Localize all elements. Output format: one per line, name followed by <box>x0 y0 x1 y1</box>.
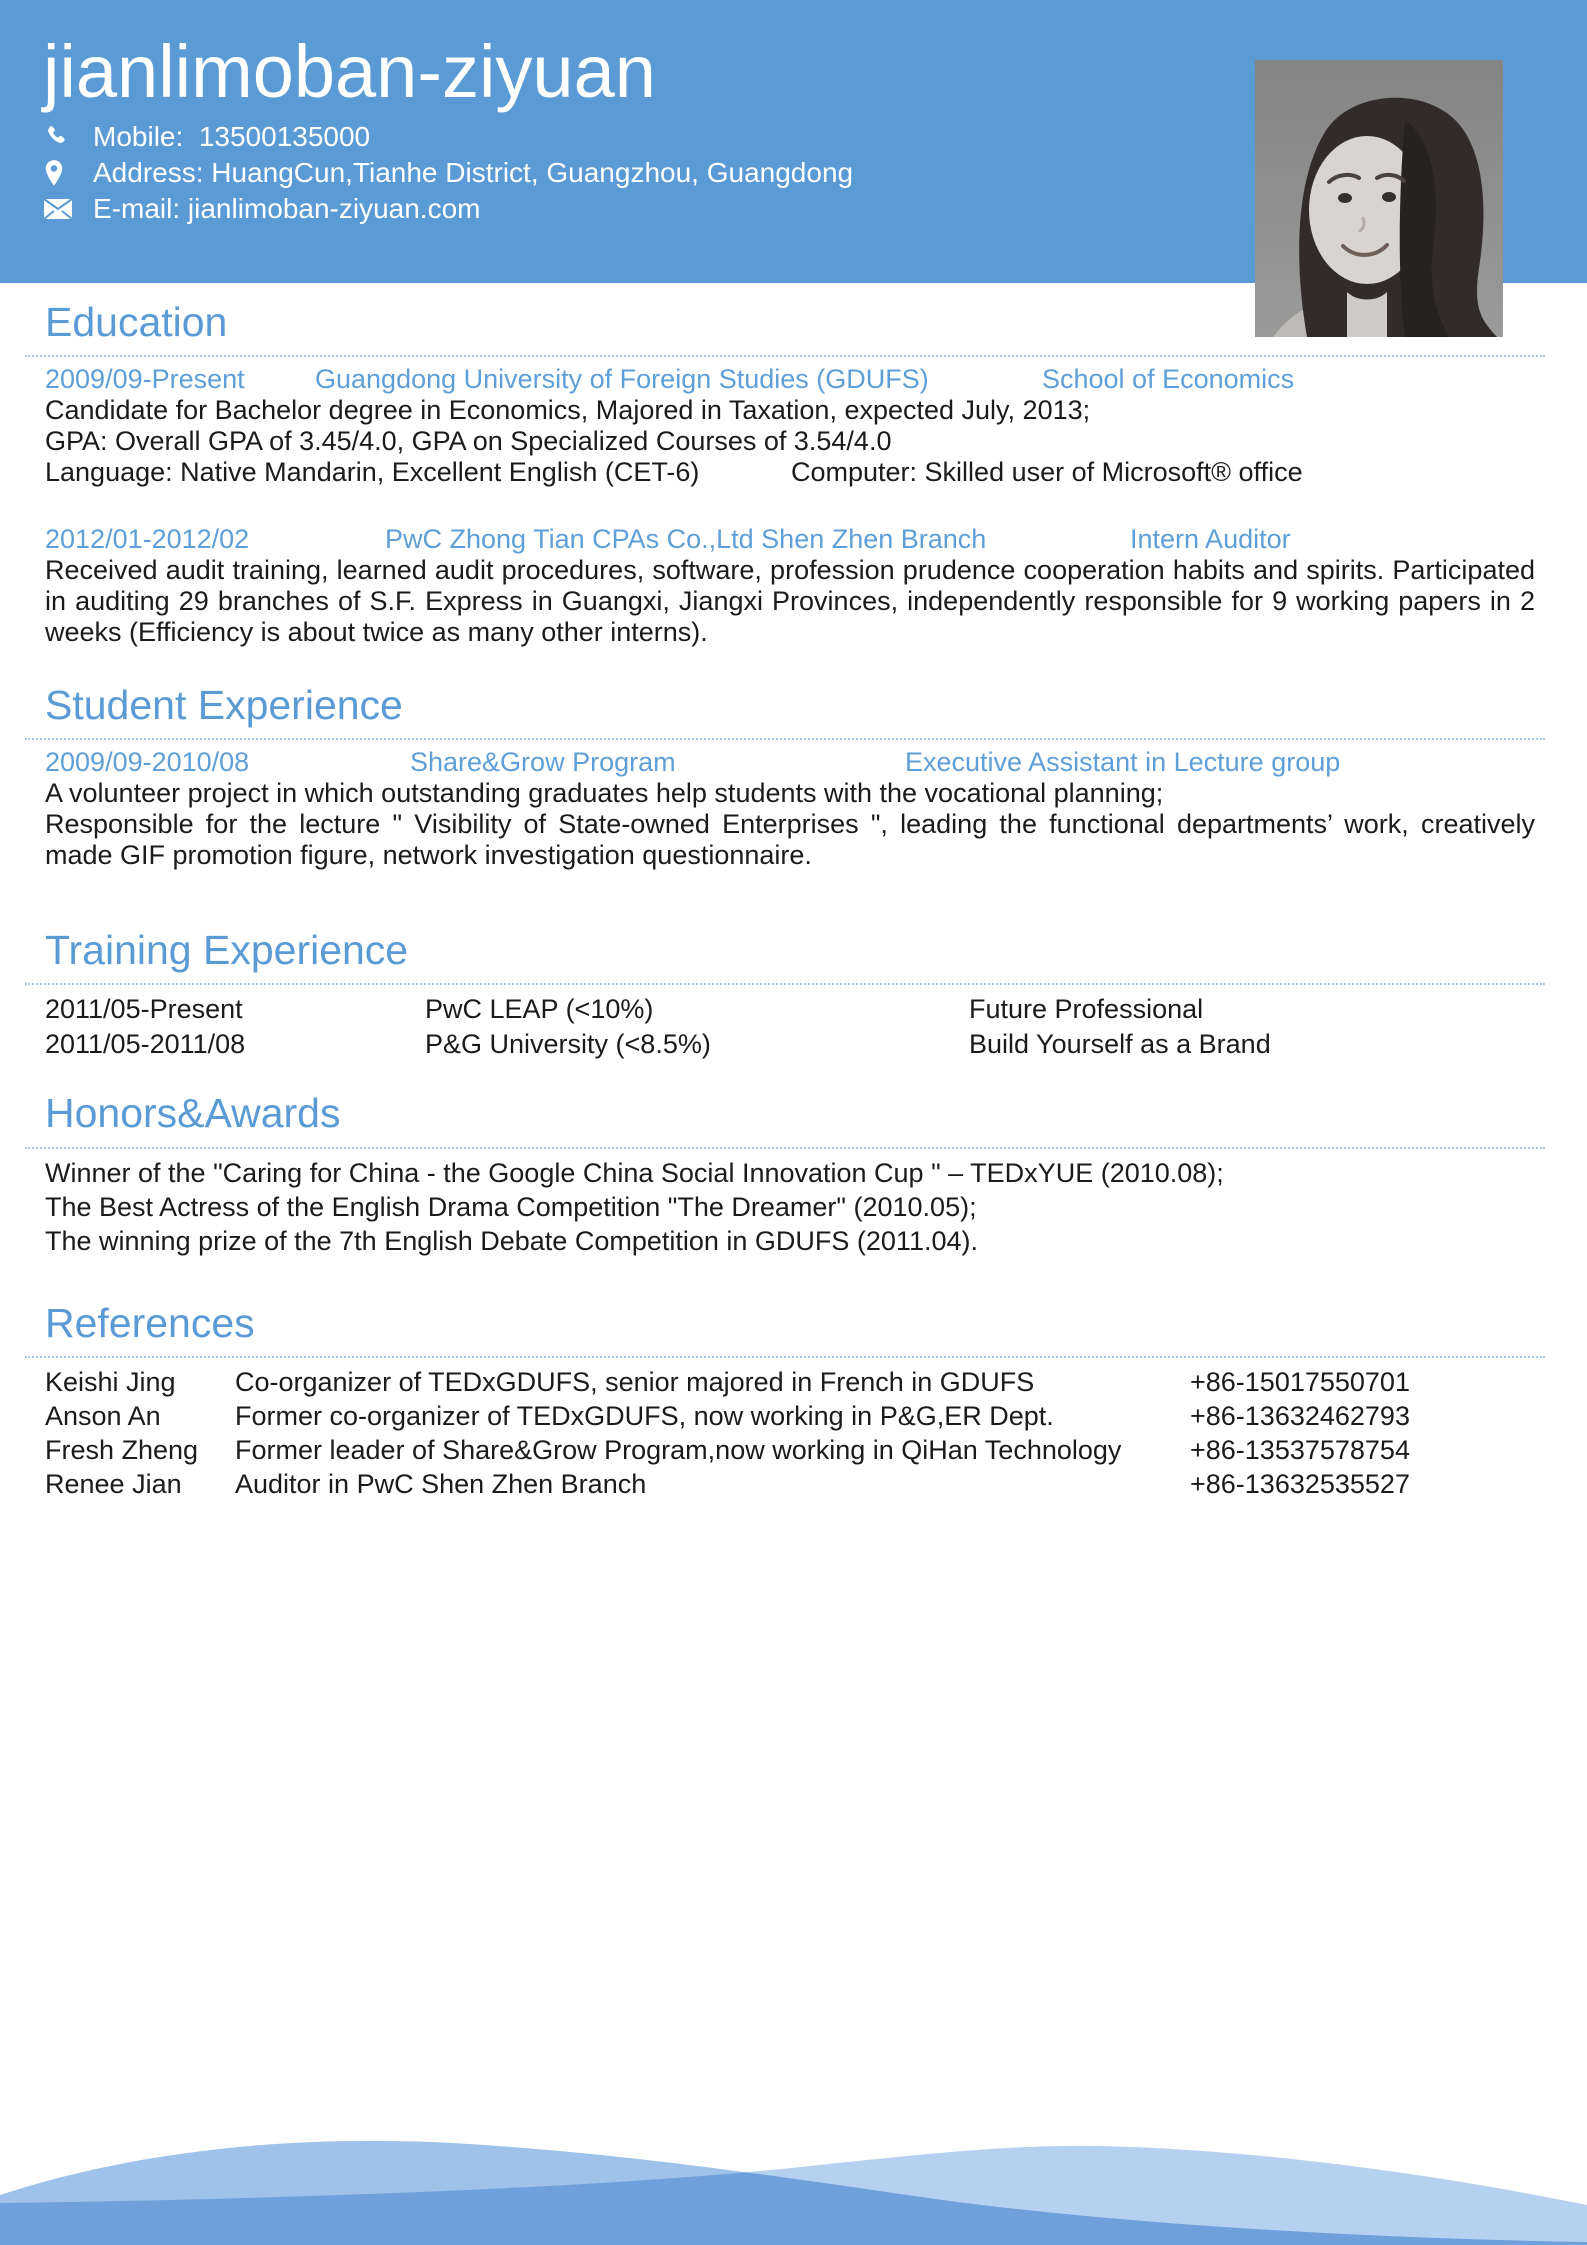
reference-row <box>45 1433 1535 1467</box>
student-paragraph: Responsible for the lecture " Visibility of State-owned Enterprises ", leading the functional departments’ work, creatively made GIF promotion figure, network investigation questionnaire. <box>45 809 1535 871</box>
profile-photo <box>1255 60 1503 337</box>
section-honors-awards <box>45 1090 1535 1257</box>
entry-org: PwC Zhong Tian CPAs Co.,Ltd Shen Zhen Branch <box>385 524 987 555</box>
entry-extra: Intern Auditor <box>1130 524 1291 555</box>
section-title-training-experience: Training Experience <box>45 927 409 974</box>
education-line-split <box>45 457 1535 488</box>
reference-phone: +86-13632462793 <box>1190 1400 1410 1431</box>
section-divider <box>25 738 1545 740</box>
section-title-honors-awards: Honors&Awards <box>45 1090 341 1137</box>
training-row <box>45 1027 1535 1062</box>
entry-date: 2009/09-Present <box>45 364 245 395</box>
reference-name: Anson An <box>45 1400 161 1431</box>
reference-desc: Auditor in PwC Shen Zhen Branch <box>235 1468 647 1499</box>
reference-name: Renee Jian <box>45 1468 182 1499</box>
page-title: jianlimoban-ziyuan <box>43 30 656 113</box>
section-divider <box>25 355 1545 357</box>
computer-skill: Computer: Skilled user of Microsoft® office <box>791 457 1303 488</box>
email-icon <box>43 197 77 221</box>
entry-date: 2009/09-2010/08 <box>45 747 250 778</box>
reference-desc: Former leader of Share&Grow Program,now working in QiHan Technology <box>235 1434 1122 1465</box>
section-title-references: References <box>45 1299 255 1346</box>
location-icon <box>43 159 77 187</box>
training-date: 2011/05-Present <box>45 994 243 1025</box>
training-name: Future Professional <box>969 994 1204 1025</box>
entry-date: 2012/01-2012/02 <box>45 524 250 555</box>
entry-extra: Executive Assistant in Lecture group <box>905 747 1341 778</box>
training-row <box>45 992 1535 1027</box>
reference-row <box>45 1467 1535 1501</box>
section-student-experience <box>45 682 1535 871</box>
language-skill: Language: Native Mandarin, Excellent English (CET-6) <box>45 457 700 488</box>
section-education <box>45 299 1535 648</box>
reference-phone: +86-13632535527 <box>1190 1468 1410 1499</box>
reference-desc: Former co-organizer of TEDxGDUFS, now working in P&G,ER Dept. <box>235 1400 1054 1431</box>
section-divider <box>25 1147 1545 1149</box>
section-references <box>45 1300 1535 1501</box>
resume-body <box>0 299 1587 1501</box>
training-date: 2011/05-2011/08 <box>45 1029 246 1060</box>
reference-row <box>45 1399 1535 1433</box>
section-divider <box>25 1356 1545 1358</box>
training-program: P&G University (<8.5%) <box>425 1029 711 1060</box>
phone-icon <box>43 124 77 150</box>
contact-email-text: E-mail: jianlimoban-ziyuan.com <box>93 193 481 225</box>
contact-address-text: Address: HuangCun,Tianhe District, Guangzhou, Guangdong <box>93 157 854 189</box>
section-training-experience <box>45 927 1535 1062</box>
education-line: GPA: Overall GPA of 3.45/4.0, GPA on Specialized Courses of 3.54/4.0 <box>45 426 892 457</box>
section-title-student-experience: Student Experience <box>45 682 403 729</box>
education-entry-meta <box>45 524 1535 555</box>
reference-phone: +86-15017550701 <box>1190 1366 1410 1397</box>
reference-name: Fresh Zheng <box>45 1434 199 1465</box>
header <box>0 0 1587 283</box>
honor-line: Winner of the "Caring for China - the Google China Social Innovation Cup " – TEDxYUE (2010.08); <box>45 1157 1224 1188</box>
entry-org: Guangdong University of Foreign Studies (GDUFS) <box>315 364 929 395</box>
entry-org: Share&Grow Program <box>410 747 676 778</box>
reference-row <box>45 1365 1535 1399</box>
training-program: PwC LEAP (<10%) <box>425 994 654 1025</box>
student-line: A volunteer project in which outstanding graduates help students with the vocational planning; <box>45 778 1164 809</box>
reference-desc: Co-organizer of TEDxGDUFS, senior majored in French in GDUFS <box>235 1366 1035 1397</box>
honor-line: The winning prize of the 7th English Debate Competition in GDUFS (2011.04). <box>45 1225 978 1256</box>
education-entry-meta <box>45 364 1535 395</box>
section-divider <box>25 983 1545 985</box>
entry-extra: School of Economics <box>1042 364 1295 395</box>
honor-line: The Best Actress of the English Drama Competition "The Dreamer" (2010.05); <box>45 1191 977 1222</box>
contact-mobile-text: Mobile: 13500135000 <box>93 121 371 153</box>
reference-phone: +86-13537578754 <box>1190 1434 1410 1465</box>
reference-name: Keishi Jing <box>45 1366 176 1397</box>
education-line: Candidate for Bachelor degree in Economics, Majored in Taxation, expected July, 2013; <box>45 395 1091 426</box>
training-name: Build Yourself as a Brand <box>969 1029 1271 1060</box>
student-entry-meta <box>45 747 1535 778</box>
section-title-education: Education <box>45 299 228 345</box>
education-paragraph: Received audit training, learned audit procedures, software, profession prudence cooperation habits and spirits. Participated in auditing 29 branches of S.F. Express in Guangxi, Jiangxi Provinces, independently responsible for 9 working papers in 2 weeks (Efficiency is about twice as many other interns). <box>45 555 1535 648</box>
footer-waves <box>0 2035 1587 2245</box>
